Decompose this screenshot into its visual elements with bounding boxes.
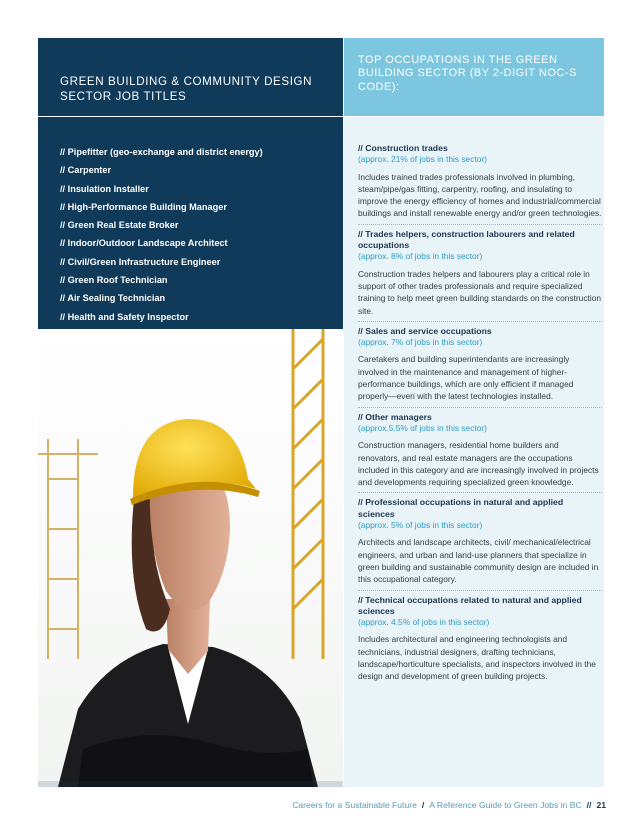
occupation-title: // Professional occupations in natural and applied sciences (358, 497, 564, 519)
list-item: // Health and Safety Inspector (60, 311, 189, 322)
occupation-title: // Trades helpers, construction labourers and related occupations (358, 228, 575, 251)
occupation-description: Construction trades helpers and labourers play a critical role in support of other trades professionals and require specialized training to help meet green building standards on the construction site. (358, 268, 602, 316)
job-titles-list (60, 143, 340, 326)
occupation-share: (approx. 7% of jobs in this sector) (358, 337, 483, 348)
publication-subtitle: A Reference Guide to Green Jobs in BC (429, 800, 582, 810)
occupation-share: (approx. 5% of jobs in this sector) (358, 520, 483, 531)
occupation-share: (approx. 4.5% of jobs in this sector) (358, 617, 490, 628)
divider (358, 492, 602, 493)
occupation-description: Includes trained trades professionals involved in plumbing, steam/pipe/gas fitting, carpentry, roofing, and insulating to improve the energy efficiency of homes and industrial/commercial buildings and install renewable energy and/or green technologies. (358, 171, 602, 219)
footer-separator: / (421, 800, 425, 810)
occupation-description: Caretakers and building superintendants are increasingly involved in the maintenance and management of higher-performance buildings, which are only efficient if managed properly—even with the latest technologies installed. (358, 354, 574, 402)
occupation-share: (approx. 8% of jobs in this sector) (358, 251, 483, 262)
list-item: // Green Real Estate Broker (60, 220, 179, 231)
occupations-panel (344, 117, 604, 787)
list-item: // Insulation Installer (60, 183, 149, 194)
job-titles-panel (38, 117, 343, 787)
list-item (358, 326, 602, 408)
footer-separator: // (586, 800, 592, 810)
occupation-title: // Technical occupations related to natural and applied sciences (358, 594, 582, 616)
divider (358, 590, 602, 591)
list-item (358, 412, 602, 494)
list-item: // Pipefitter (geo-exchange and district energy) (60, 147, 263, 157)
list-item: // Indoor/Outdoor Landscape Architect (60, 238, 228, 249)
list-item: // Carpenter (60, 165, 112, 176)
occupation-description: Includes architectural and engineering technologists and technicians, industrial designers, drafting technicians, landscape/horticulture specialists, and inspectors involved in the design and development of green building projects. (358, 634, 596, 682)
left-header (38, 38, 343, 116)
occupation-share: (approx.5.5% of jobs in this sector) (358, 422, 487, 433)
publication-title: Careers for a Sustainable Future (292, 800, 417, 810)
occupation-title: // Other managers (358, 411, 432, 422)
divider (358, 321, 602, 322)
occupation-title: // Sales and service occupations (358, 325, 492, 336)
list-item: // Green Roof Technician (60, 275, 168, 286)
divider (358, 407, 602, 408)
list-item (358, 595, 602, 683)
occupation-description: Architects and landscape architects, civil/ mechanical/electrical engineers, and urban and land-use planners that specialize in green building and sustainable community design are included in this occupational category. (358, 537, 599, 585)
list-item: // High-Performance Building Manager (60, 201, 227, 212)
occupations-list (358, 143, 602, 687)
list-item: // Civil/Green Infrastructure Engineer (60, 256, 221, 267)
list-item (358, 497, 602, 590)
right-header (344, 38, 604, 116)
job-titles-heading: GREEN BUILDING & COMMUNITY DESIGN SECTOR JOB TITLES (60, 75, 313, 103)
page-footer (292, 800, 606, 810)
top-occupations-heading: TOP OCCUPATIONS IN THE GREEN BUILDING SECTOR (BY 2-DIGIT NOC-S CODE): (358, 54, 577, 93)
list-item (358, 143, 602, 225)
occupation-title: // Construction trades (358, 143, 448, 153)
list-item (358, 229, 602, 322)
construction-worker-photo (38, 329, 343, 787)
occupation-description: Construction managers, residential home builders and renovators, and real estate managers are the occupations included in this category and are increasingly involved in projects and developments requiring specialized green knowledge. (358, 440, 599, 488)
occupation-share: (approx. 21% of jobs in this sector) (358, 154, 487, 165)
page-number: 21 (596, 800, 606, 810)
divider (358, 224, 602, 225)
list-item: // Air Sealing Technician (60, 293, 166, 304)
